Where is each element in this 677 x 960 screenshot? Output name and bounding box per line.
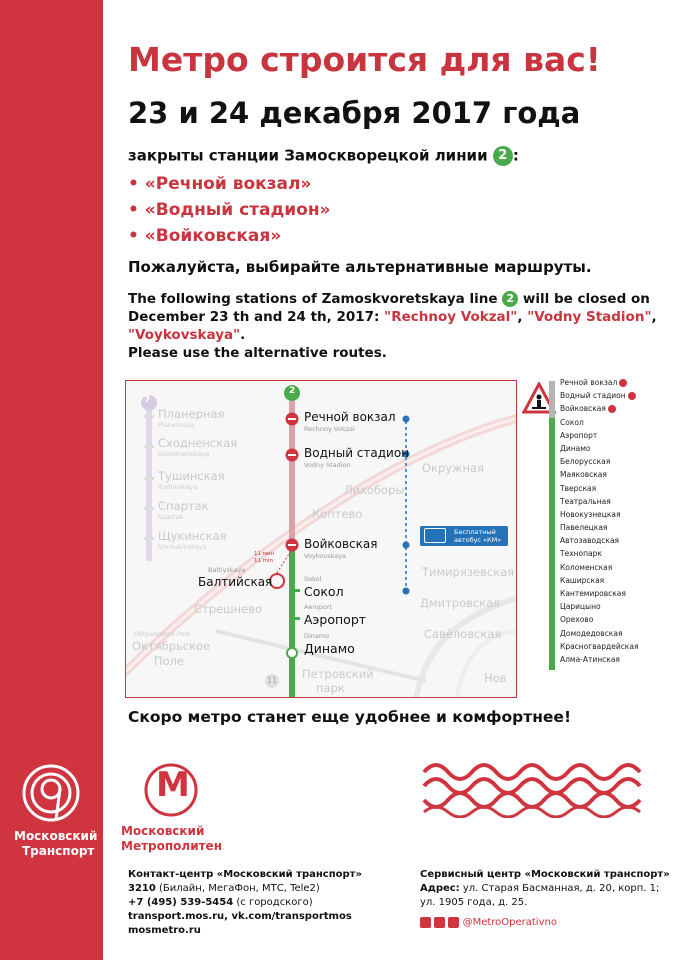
- moscow-transport-logo-icon: [20, 762, 82, 824]
- closed-station-item: • «Речной вокзал»: [128, 174, 312, 194]
- mosmetro-link[interactable]: mosmetro.ru: [128, 925, 201, 936]
- line-list-station: Войковская: [560, 402, 638, 415]
- map-station-tushinskaya: Тушинская: [158, 469, 225, 483]
- line-list-station: Каширская: [560, 575, 605, 585]
- map-station-shchukinskaya: Щукинская: [158, 529, 227, 543]
- line-list-station: Павелецкая: [560, 523, 608, 533]
- moscow-metro-logo-text: Московский Метрополитен: [121, 824, 222, 853]
- closure-date: 23 и 24 декабря 2017 года: [128, 96, 581, 130]
- closed-station-item: • «Водный стадион»: [128, 200, 331, 220]
- station-closed-icon: [628, 392, 636, 400]
- vk-icon: [420, 917, 431, 928]
- twitter-icon: [434, 917, 445, 928]
- moscow-transport-logo-text: Московский Транспорт: [14, 829, 98, 858]
- line-11-number: 11: [267, 676, 278, 685]
- map-station-sokol: Сокол: [304, 584, 344, 599]
- map-station-rechnoy: Речной вокзал: [304, 410, 396, 424]
- line-list-station: Технопарк: [560, 549, 602, 559]
- line-list-station: Красногвардейская: [560, 641, 639, 651]
- bus-icon: [424, 528, 446, 543]
- closed-line-heading: закрыты станции Замоскворецкой линии 2 :: [128, 146, 519, 165]
- line-list-station: Кантемировская: [560, 589, 626, 598]
- line-2-number: 2: [289, 386, 296, 396]
- free-bus-label: Бесплатный автобус «КМ»: [420, 526, 508, 546]
- line-list-station: Водный стадион: [560, 389, 638, 402]
- closed-station-item: • «Войковская»: [128, 226, 282, 246]
- line-7-number: 7: [144, 395, 151, 405]
- slogan: Скоро метро станет еще удобнее и комфортнее!: [128, 708, 572, 726]
- line-2-station-list: [560, 376, 638, 666]
- map-station-dinamo: Динамо: [304, 641, 355, 656]
- line-list-station: Домодедовская: [560, 628, 623, 638]
- map-station-baltiyskaya: Балтийская: [198, 575, 273, 589]
- line-list-station: Театральная: [560, 496, 611, 506]
- line-list-station: Алма-Атинская: [560, 654, 620, 664]
- please-alternative-ru: Пожалуйста, выбирайте альтернативные маршруты.: [128, 258, 592, 276]
- metro-letter: М: [156, 765, 190, 805]
- website-links[interactable]: transport.mos.ru, vk.com/transportmos: [128, 911, 352, 922]
- map-station-skhodnenskaya: Сходненская: [158, 436, 238, 450]
- page-title: Метро строится для вас!: [128, 40, 601, 79]
- line-list-station: Маяковская: [560, 470, 607, 480]
- contact-center-info: Контакт-центр «Московский транспорт» 3210 (Билайн, МегаФон, МТС, Tele2) +7 (495) 539-5454 (с городского) transport.mos.ru, vk.com/transportmos mosmetro.ru: [128, 869, 362, 936]
- line-list-station: Белорусская: [560, 457, 611, 467]
- line-list-station: Коломенская: [560, 562, 613, 572]
- line-2-badge: 2: [493, 146, 513, 166]
- map-station-aeroport: Аэропорт: [304, 612, 367, 627]
- line-list-station: Речной вокзал: [560, 376, 638, 389]
- station-closed-icon: [619, 379, 627, 387]
- line-list-station: Новокузнецкая: [560, 509, 621, 519]
- line-list-station: Динамо: [560, 443, 591, 453]
- line-closed-section: [549, 381, 555, 418]
- line-list-station: Автозаводская: [560, 536, 620, 546]
- english-notice: The following stations of Zamoskvoretskaya line 2 will be closed on December 23 th and 24 th, 2017: "Rechnoy Vokzal", "Vodny Stadion", "Voykovskaya". Please use the alternative routes.: [128, 291, 657, 361]
- line-list-station: Тверская: [560, 483, 597, 493]
- line-2-badge-en: 2: [502, 291, 518, 307]
- line-list-station: Царицыно: [560, 602, 601, 612]
- service-center-info: Сервисный центр «Московский транспорт» Адрес: ул. Старая Басманная, д. 20, корп. 1; ул. 1905 года, д. 25. @MetroOperativno: [420, 869, 670, 928]
- line-list-station: Аэропорт: [560, 430, 598, 440]
- map-station-planernaya: Планерная: [158, 407, 225, 421]
- map-station-voykovskaya: Войковская: [304, 537, 378, 551]
- decorative-wave-pattern: [420, 762, 660, 818]
- social-handle[interactable]: @MetroOperativno: [462, 917, 557, 928]
- closed-stations-list: [128, 171, 331, 249]
- line-open-section: [549, 418, 555, 670]
- map-station-spartak: Спартак: [158, 499, 209, 513]
- map-station-vodny: Водный стадион: [304, 446, 410, 460]
- please-alternative-en: Please use the alternative routes.: [128, 345, 387, 361]
- metro-map: 7 2 11 Планерная Сходненская Тушинская Спартак Щукинская Planernaya Skhodnenskaya Tushinskaya Spartak Shchukinskaya Речной вокзал Rechnoy Vokzal Водный стадион Vodny Stadion Войковская Voykovskaya Sokol Сокол Aeroport Аэропорт Dinamo Динамо Baltiyskaya Балтийская 11 мин 11 min Окружная Лихоборы Коптево Стрешнево Oktyabrskoe Pole Октябрьское Поле Тимирязевская Дмитровская Савёловская Петровский парк Нов Бесплатный автобус «КМ»: [125, 380, 517, 698]
- station-closed-icon: [608, 405, 616, 413]
- line-list-station: Орехово: [560, 615, 594, 625]
- line-list-station: Сокол: [560, 417, 584, 427]
- telegram-icon: [448, 917, 459, 928]
